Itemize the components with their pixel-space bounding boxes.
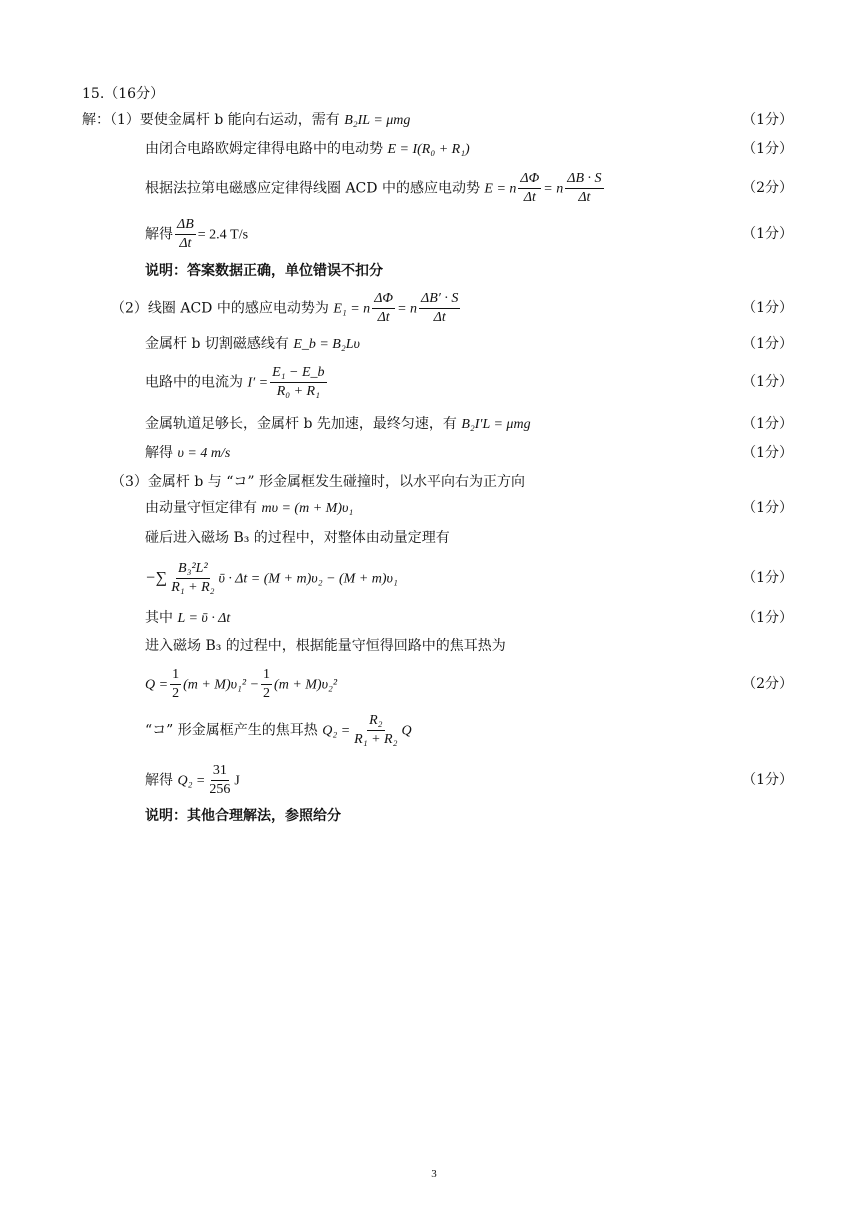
denominator: Δt xyxy=(377,310,390,325)
grading-note-2: 说明：其他合理解法，参照给分 xyxy=(145,808,341,824)
numerator: R₂ xyxy=(367,712,384,731)
question-header: 15.（16分） xyxy=(82,86,165,102)
denominator: R₀ + R₁ xyxy=(276,384,320,399)
denominator: R₁ + R₂ xyxy=(354,732,398,747)
equation: mυ = (m + M)υ₁ xyxy=(261,501,354,516)
solution-line-7 xyxy=(145,364,329,401)
equation: E = I(R₀ + R₁) xyxy=(387,142,470,157)
equation: ῡ · Δt = (M + m)υ₂ − (M + m)υ₁ xyxy=(218,571,398,587)
score-mark: （1分） xyxy=(742,500,793,516)
denominator: Δt xyxy=(433,310,446,325)
equation: I′ = xyxy=(247,375,269,391)
solution-line-16 xyxy=(145,666,337,703)
equation: −∑ xyxy=(145,569,168,587)
line-text: 解：（1）要使金属杆 b 能向右运动，需有 xyxy=(82,112,345,128)
equation: Q₂ = xyxy=(177,773,206,789)
line-text: 其中 xyxy=(145,610,178,626)
score-mark: （2分） xyxy=(742,180,793,196)
score-mark: （1分） xyxy=(742,610,793,626)
fraction xyxy=(169,560,216,597)
numerator: ΔΦ xyxy=(372,290,395,309)
score-mark: （2分） xyxy=(742,676,793,692)
grading-note-1: 说明：答案数据正确，单位错误不扣分 xyxy=(145,263,383,279)
fraction xyxy=(207,762,232,799)
equation: Q₂ = xyxy=(322,723,351,739)
solution-line-5 xyxy=(111,290,462,327)
fraction xyxy=(352,712,399,749)
solution-line-15: 进入磁场 B₃ 的过程中，根据能量守恒得回路中的焦耳热为 xyxy=(145,638,506,654)
line-text: “コ” 形金属框产生的焦耳热 xyxy=(145,722,323,739)
line-text: 解得 xyxy=(145,226,173,243)
line-text: 解得 xyxy=(145,772,178,789)
score-mark: （1分） xyxy=(742,416,793,432)
equation: (m + M)υ₂² xyxy=(274,677,338,693)
fraction xyxy=(170,666,181,703)
solution-line-2 xyxy=(145,139,470,160)
solution-line-13 xyxy=(145,560,398,597)
score-mark: （1分） xyxy=(742,374,793,390)
score-mark: （1分） xyxy=(742,226,793,242)
solution-line-14 xyxy=(145,608,230,629)
numerator: ΔΦ xyxy=(518,170,541,189)
solution-line-9 xyxy=(145,443,230,464)
fraction xyxy=(261,666,272,703)
equation: B₂IL = μmg xyxy=(344,113,411,128)
score-mark: （1分） xyxy=(742,570,793,586)
solution-line-12: 碰后进入磁场 B₃ 的过程中，对整体由动量定理有 xyxy=(145,530,450,546)
numerator: E₁ − E_b xyxy=(270,364,326,383)
equation: υ = 4 m/s xyxy=(177,446,231,461)
denominator: 2 xyxy=(263,686,271,701)
score-mark: （1分） xyxy=(742,300,793,316)
solution-line-17 xyxy=(145,712,412,749)
page-number: 3 xyxy=(431,1168,437,1180)
line-text: 由动量守恒定律有 xyxy=(145,500,262,516)
equation: Q = xyxy=(145,677,169,693)
denominator: Δt xyxy=(578,190,591,205)
line-text: 根据法拉第电磁感应定律得线圈 ACD 中的感应电动势 xyxy=(145,180,485,197)
line-text: 金属轨道足够长，金属杆 b 先加速，最终匀速，有 xyxy=(145,416,462,432)
solution-line-8 xyxy=(145,414,531,435)
fraction xyxy=(270,364,326,401)
equation: E = n xyxy=(484,181,517,197)
line-text: （2）线圈 ACD 中的感应电动势为 xyxy=(111,300,334,317)
equation: Q xyxy=(401,723,412,739)
equation: B₂I′L = μmg xyxy=(461,417,531,432)
equation: L = ῡ · Δt xyxy=(177,611,231,626)
line-text: 解得 xyxy=(145,445,178,461)
solution-line-3 xyxy=(145,170,606,207)
equation: E_b = B₂Lυ xyxy=(293,337,360,352)
equation: E₁ = n xyxy=(333,301,371,317)
solution-line-6 xyxy=(145,334,360,355)
line-text: 金属杆 b 切割磁感线有 xyxy=(145,336,294,352)
score-mark: （1分） xyxy=(742,445,793,461)
numerator: B₃²L² xyxy=(176,560,210,579)
solution-line-1 xyxy=(82,110,410,131)
numerator: ΔB xyxy=(175,216,196,235)
equation: = n xyxy=(397,301,418,317)
solution-line-18 xyxy=(145,762,240,799)
denominator: 2 xyxy=(172,686,180,701)
fraction xyxy=(372,290,395,327)
solution-line-4 xyxy=(145,216,248,253)
numerator: ΔB · S xyxy=(565,170,603,189)
score-mark: （1分） xyxy=(742,772,793,788)
denominator: 256 xyxy=(209,782,231,797)
equation: = n xyxy=(543,181,564,197)
score-mark: （1分） xyxy=(742,336,793,352)
fraction xyxy=(175,216,196,253)
score-mark: （1分） xyxy=(742,112,793,128)
numerator: ΔB′ · S xyxy=(419,290,460,309)
fraction xyxy=(518,170,541,207)
solution-line-10: （3）金属杆 b 与 “コ” 形金属框发生碰撞时，以水平向右为正方向 xyxy=(111,474,525,490)
line-text: 由闭合电路欧姆定律得电路中的电动势 xyxy=(145,141,388,157)
equation: (m + M)υ₁² − xyxy=(183,677,260,693)
denominator: R₁ + R₂ xyxy=(171,580,215,595)
equation: = 2.4 T/s xyxy=(197,227,249,243)
score-mark: （1分） xyxy=(742,141,793,157)
line-text: 电路中的电流为 xyxy=(145,374,248,391)
numerator: 31 xyxy=(211,762,229,781)
numerator: 1 xyxy=(170,666,181,685)
denominator: Δt xyxy=(179,236,192,251)
equation: J xyxy=(234,773,240,789)
fraction xyxy=(565,170,603,207)
fraction xyxy=(419,290,460,327)
numerator: 1 xyxy=(261,666,272,685)
solution-line-11 xyxy=(145,498,353,519)
denominator: Δt xyxy=(523,190,536,205)
